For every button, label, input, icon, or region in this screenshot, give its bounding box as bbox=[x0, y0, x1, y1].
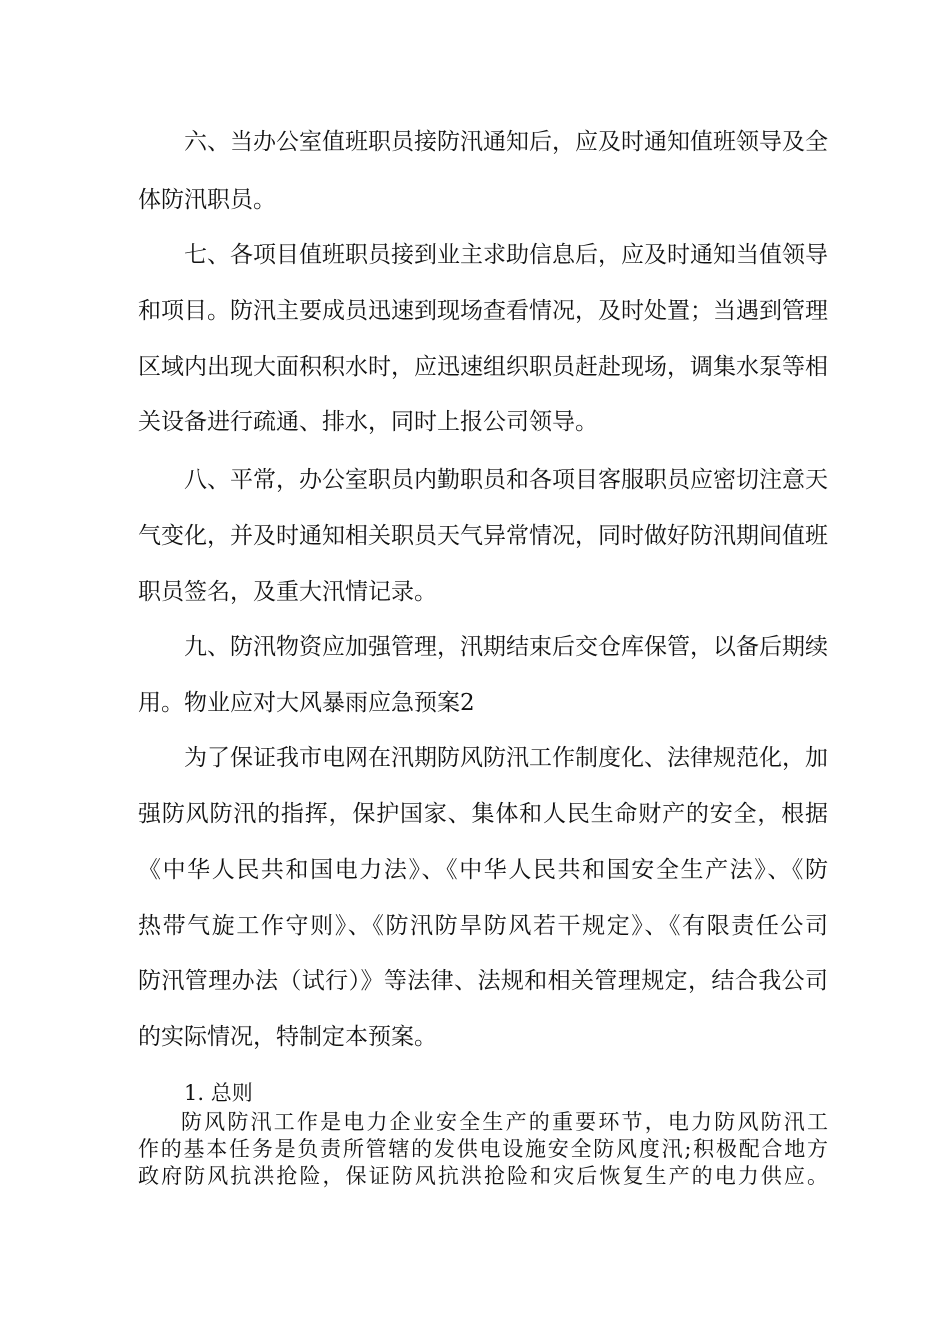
paragraph-8-line-1: 八、平常，办公室职员内勤职员和各项目客服职员应密切注意天 bbox=[184, 467, 828, 493]
paragraph-6-line-1: 六、当办公室值班职员接防汛通知后，应及时通知值班领导及全 bbox=[184, 129, 828, 155]
paragraph-10-line-2: 强防风防汛的指挥，保护国家、集体和人民生命财产的安全，根据 bbox=[138, 801, 828, 827]
paragraph-11-line-2: 作的基本任务是负责所管辖的发供电设施安全防风度汛;积极配合地方 bbox=[138, 1137, 828, 1161]
paragraph-7-line-2: 和项目。防汛主要成员迅速到现场查看情况，及时处置；当遇到管理 bbox=[138, 298, 828, 324]
paragraph-7-line-4: 关设备进行疏通、排水，同时上报公司领导。 bbox=[138, 409, 598, 435]
paragraph-9-line-2: 用。物业应对大风暴雨应急预案2 bbox=[138, 690, 475, 716]
paragraph-8-line-3: 职员签名，及重大汛情记录。 bbox=[138, 579, 437, 605]
paragraph-11-line-3: 政府防风抗洪抢险，保证防风抗洪抢险和灾后恢复生产的电力供应。 bbox=[138, 1164, 828, 1188]
paragraph-6-line-2: 体防汛职员。 bbox=[138, 187, 276, 213]
paragraph-10-line-4: 热带气旋工作守则》、《防汛防旱防风若干规定》、《有限责任公司 bbox=[138, 913, 828, 939]
paragraph-11-line-1: 防风防汛工作是电力企业安全生产的重要环节，电力防风防汛工 bbox=[181, 1110, 828, 1134]
paragraph-10-line-6: 的实际情况，特制定本预案。 bbox=[138, 1024, 437, 1050]
paragraph-9-line-1: 九、防汛物资应加强管理，汛期结束后交仓库保管，以备后期续 bbox=[184, 634, 828, 660]
paragraph-7-line-3: 区域内出现大面积积水时，应迅速组织职员赶赴现场，调集水泵等相 bbox=[138, 354, 828, 380]
paragraph-10-line-5: 防汛管理办法（试行）》等法律、法规和相关管理规定，结合我公司 bbox=[138, 968, 828, 994]
paragraph-10-line-1: 为了保证我市电网在汛期防风防汛工作制度化、法律规范化，加 bbox=[184, 745, 828, 771]
paragraph-8-line-2: 气变化，并及时通知相关职员天气异常情况，同时做好防汛期间值班 bbox=[138, 523, 828, 549]
paragraph-7-line-1: 七、各项目值班职员接到业主求助信息后，应及时通知当值领导 bbox=[184, 242, 828, 268]
paragraph-10-line-3: 《中华人民共和国电力法》、《中华人民共和国安全生产法》、《防 bbox=[138, 857, 828, 883]
section-heading: 1. 总则 bbox=[184, 1081, 253, 1105]
